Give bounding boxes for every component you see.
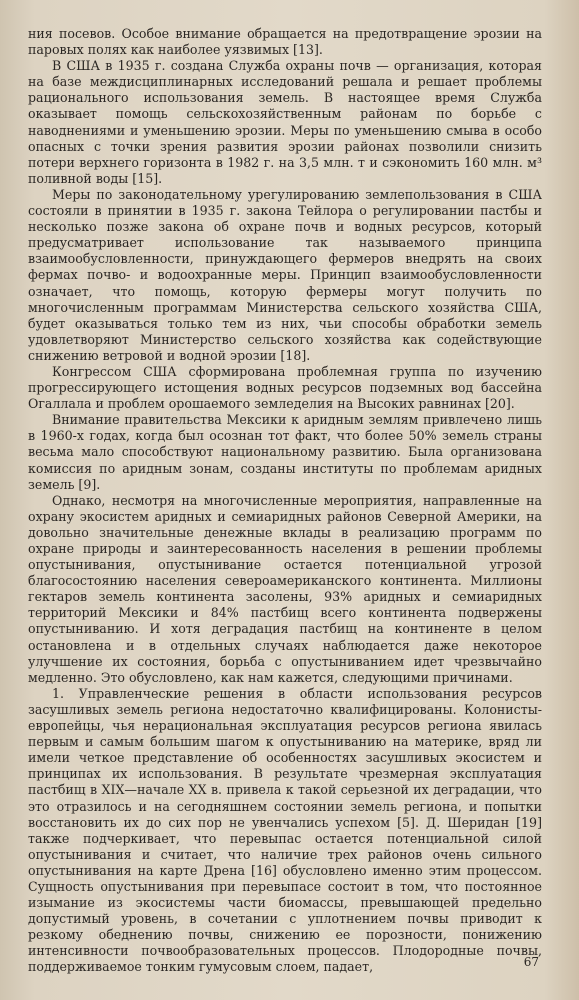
paragraph: Однако, несмотря на многочисленные мероприятия, направленные на охрану экосистем аридных и семиаридных районов Северной Америки, на довольно значительные денежные вклады в реализацию программ по охране природы и заинтересованность населения в решении проблемы опустынивания, опустынивание остается потенциальной угрозой благосостоянию населения североамериканского континента. Миллионы гектаров земель континента засолены, 93% аридных и семиаридных территорий Мексики и 84% пастбищ всего континента подвержены опустыниванию. И хотя деградация пастбищ на континенте в целом остановлена и в отдельных случаях наблюдается даже некоторое улучшение их состояния, борьба с опустыниванием идет чрезвычайно медленно. Это обусловлено, как нам кажется, следующими причинами. [28,492,542,685]
body-text [28,26,542,976]
page-number: 67 [523,955,539,969]
paragraph: Меры по законодательному урегулированию землепользования в США состояли в принятии в 1935 г. закона Тейлора о регулировании пастбы и несколько позже закона об охране почв и водных ресурсов, который предусматривает использование так называемого принципа взаимообусловленности, принуждающего фермеров внедрять на своих фермах почво- и водоохранные меры. Принцип взаимообусловленности означает, что помощь, которую фермеры могут получить по многочисленным программам Министерства сельского хозяйства США, будет оказываться только тем из них, чьи способы обработки земель удовлетворяют Министерство сельского хозяйства как содействующие снижению ветровой и водной эрозии [18]. [28,186,542,363]
paragraph: Внимание правительства Мексики к аридным землям привлечено лишь в 1960-х годах, когда был осознан тот факт, что более 50% земель страны весьма мало способствуют национальному развитию. Была организована комиссия по аридным зонам, созданы институты по проблемам аридных земель [9]. [28,412,542,492]
paragraph: Конгрессом США сформирована проблемная группа по изучению прогрессирующего истощения водных ресурсов подземных вод бассейна Огаллала и проблем орошаемого земледелия на Высоких равнинах [20]. [28,363,542,412]
paragraph: В США в 1935 г. создана Служба охраны почв — организация, которая на базе междисциплинарных исследований решала и решает проблемы рационального использования земель. В настоящее время Служба оказывает помощь сельскохозяйственным районам по борьбе с наводнениями и уменьшению эрозии. Меры по уменьшению смыва в особо опасных с точки зрения развития эрозии районах позволили снизить потери верхнего горизонта в 1982 г. на 3,5 млн. т и сэкономить 160 млн. м³ поливной воды [15]. [28,58,542,186]
paragraph: ния посевов. Особое внимание обращается на предотвращение эрозии на паровых полях как наиболее уязвимых [13]. [28,26,542,58]
paragraph: 1. Управленческие решения в области использования ресурсов засушливых земель региона недостаточно квалифицированы. Колонисты-европейцы, чья нерациональная эксплуатация ресурсов региона явилась первым и самым большим шагом к опустыниванию на материке, вряд ли имели четкое представление об особенностях засушливых экосистем и принципах их использования. В результате чрезмерная эксплуатация пастбищ в XIX—начале XX в. привела к такой серьезной их деградации, что это отразилось и на сегодняшнем состоянии земель региона, и попытки восстановить их до сих пор не увенчались успехом [5]. Д. Шеридан [19] также подчеркивает, что перевыпас остается потенциальной силой опустынивания и считает, что наличие трех районов очень сильного опустынивания на карте Дрена [16] обусловлено именно этим процессом. Сущность опустынивания при перевыпасе состоит в том, что постоянное изымание из экосистемы части биомассы, превышающей предельно допустимый уровень, в сочетании с уплотнением почвы приводит к резкому обеднению почвы, снижению ее порозности, понижению интенсивности почвообразовательных процессов. Плодородные почвы, поддерживаемое тонким гумусовым слоем, падает, [28,685,542,975]
